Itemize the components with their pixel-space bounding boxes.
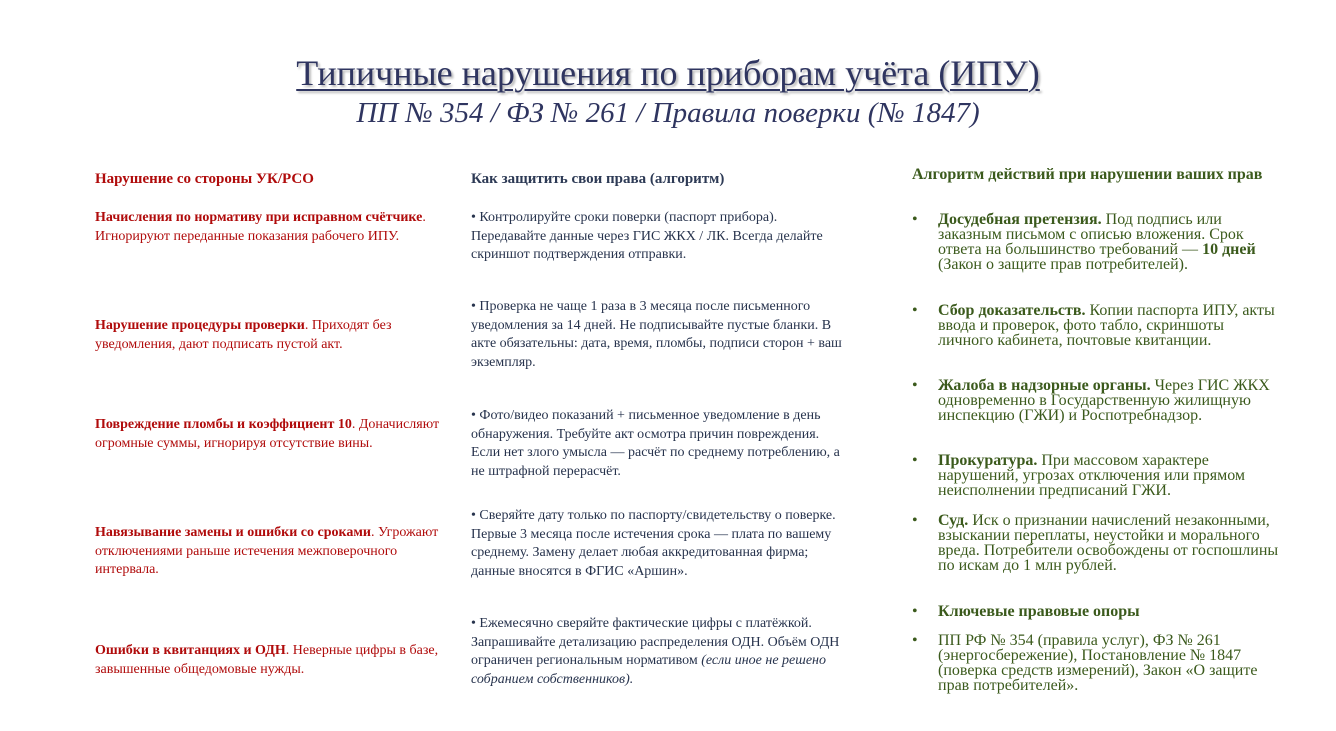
violation-item [95,524,460,580]
violation-title: Ошибки в квитанциях и ОДН [95,643,286,658]
algorithm-column-heading: Алгоритм действий при нарушении ваших прав [912,166,1263,183]
protection-item: • Сверяйте дату только по паспорту/свидетельству о поверке. Первые 3 месяца после истечения срока — плата по вашему среднему. Замену делает любая аккредитованная фирма; данные вносятся в ФГИС «Аршин». [471,508,836,579]
algorithm-step-title: Прокуратура. [938,452,1038,469]
bullet-icon: • [912,302,918,319]
violation-title: Нарушение процедуры проверки [95,318,305,333]
algorithm-step [912,513,1280,573]
violations-column-heading: Нарушение со стороны УК/РСО [95,171,314,187]
violation-title: Начисления по нормативу при исправном счётчике [95,210,423,225]
algorithm-step [912,378,1280,423]
violation-text: . Игнорируют переданные показания рабочего ИПУ. [95,210,426,244]
bullet-icon: • [912,603,918,620]
algorithm-step [912,633,1280,693]
algorithm-step-text: Через ГИС ЖКХ одновременно в Государственную жилищную инспекцию (ГЖИ) и Роспотребнадзор. [938,377,1270,424]
bullet-icon: • [912,377,918,394]
algorithm-step-text: ПП РФ № 354 (правила услуг), ФЗ № 261 (энергосбережение), Постановление № 1847 (поверка средств измерений), Закон «О защите прав потребителей». [938,632,1258,694]
violation-item [95,416,460,453]
protection-text: • Ежемесячно сверяйте фактические цифры с платёжкой. Запрашивайте детализацию распределения ОДН. Объём ОДН ограничен региональным нормативом [471,616,840,668]
violation-text: . Неверные цифры в базе, завышенные общедомовые нужды. [95,643,439,677]
algorithm-step [912,453,1280,498]
algorithm-step-title: Суд. [938,512,969,529]
protection-item [471,615,843,689]
violation-title: Навязывание замены и ошибки со сроками [95,525,371,540]
algorithm-step-text: Копии паспорта ИПУ, акты ввода и проверок, фото табло, скриншоты личного кабинета, почтовые квитанции. [938,302,1275,349]
algorithm-step-title: Жалоба в надзорные органы. [938,377,1151,394]
violation-item [95,209,460,246]
algorithm-step [912,212,1280,272]
bullet-icon: • [912,632,918,649]
bullet-icon: • [912,512,918,529]
protection-item: • Фото/видео показаний + письменное уведомление в день обнаружения. Требуйте акт осмотра причин повреждения. Если нет злого умысла — расчёт по среднему потреблению, а не штрафной перерасчёт. [471,408,840,479]
protection-item: • Проверка не чаще 1 раза в 3 месяца после письменного уведомления за 14 дней. Не подписывайте пустые бланки. В акте обязательны: дата, время, пломбы, подписи сторон + ваш экземпляр. [471,299,842,370]
algorithm-step [912,604,1280,619]
algorithm-step-title: Досудебная претензия. [938,211,1102,228]
protection-item: • Контролируйте сроки поверки (паспорт прибора). Передавайте данные через ГИС ЖКХ / ЛК. Всегда делайте скриншот подтверждения отправки. [471,210,823,262]
bullet-icon: • [912,452,918,469]
protection-note: (если иное не решено собранием собственников). [471,653,826,687]
violation-title: Повреждение пломбы и коэффициент 10 [95,417,352,432]
violation-text: . Приходят без уведомления, дают подписать пустой акт. [95,318,392,352]
bullet-icon: • [912,211,918,228]
violation-item [95,642,460,679]
algorithm-step-title: Сбор доказательств. [938,302,1086,319]
page-subtitle: ПП № 354 / ФЗ № 261 / Правила поверки (№ 1847) [356,97,980,129]
algorithm-step-text-end: (Закон о защите прав потребителей). [938,256,1188,273]
algorithm-step-text: При массовом характере нарушений, угрозах отключения или прямом неисполнении предписаний ГЖИ. [938,452,1246,499]
page-title: Типичные нарушения по приборам учёта (ИПУ) [296,53,1040,93]
algorithm-step-title: Ключевые правовые опоры [938,603,1140,620]
algorithm-step [912,303,1280,348]
protection-column-heading: Как защитить свои права (алгоритм) [471,171,725,187]
algorithm-step-text: Под подпись или заказным письмом с описью вложения. Срок ответа на большинство требований — [938,211,1244,258]
algorithm-step-text: Иск о признании начислений незаконными, взыскании переплаты, неустойки и морального вреда. Потребители освобождены от госпошлины по искам до 1 млн рублей. [938,512,1279,574]
violation-item [95,317,460,354]
violation-text: . Угрожают отключениями раньше истечения межповерочного интервала. [95,525,439,577]
algorithm-step-emphasis: 10 дней [1202,241,1256,258]
violation-text: . Доначисляют огромные суммы, игнорируя отсутствие вины. [95,417,440,451]
